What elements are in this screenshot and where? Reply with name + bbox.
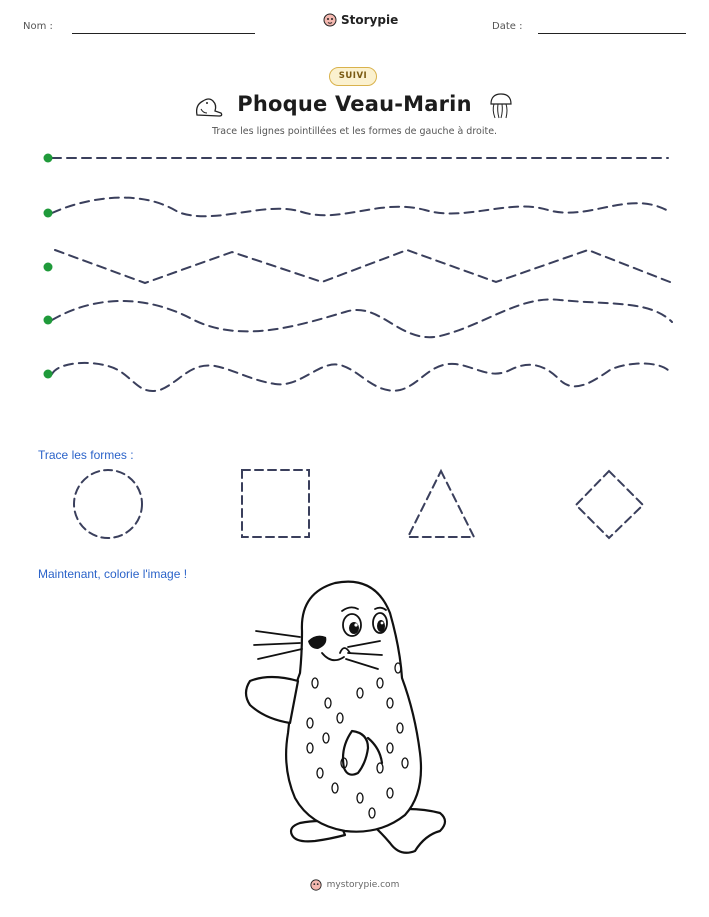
level-badge: SUIVI	[329, 67, 377, 86]
tracing-lines	[0, 0, 709, 420]
tracing-line-bumpy-wave	[52, 363, 670, 391]
shape-circle	[74, 470, 142, 538]
seal-illustration	[240, 573, 470, 858]
start-dot	[44, 370, 53, 379]
shape-diamond	[576, 471, 643, 538]
footer-url[interactable]: mystorypie.com	[326, 880, 400, 890]
shapes-heading: Trace les formes :	[38, 448, 134, 462]
start-dot	[44, 316, 53, 325]
page-title: Phoque Veau-Marin	[237, 92, 472, 116]
footer	[0, 879, 709, 891]
tracing-line-long-wave	[52, 299, 672, 337]
coloring-heading: Maintenant, colorie l'image !	[38, 567, 188, 581]
shape-triangle	[408, 471, 474, 537]
start-dot	[44, 209, 53, 218]
storypie-mascot-icon	[310, 879, 322, 891]
brand-name: Storypie	[341, 13, 399, 27]
tracing-line-wave	[52, 198, 670, 217]
name-label: Nom :	[23, 21, 53, 32]
shape-tracing	[0, 460, 709, 550]
start-dot	[44, 154, 53, 163]
tracing-line-zigzag	[55, 250, 670, 283]
date-label: Date :	[492, 21, 523, 32]
shape-square	[242, 470, 309, 537]
start-dot	[44, 263, 53, 272]
instructions: Trace les lignes pointillées et les formes de gauche à droite.	[211, 126, 498, 137]
